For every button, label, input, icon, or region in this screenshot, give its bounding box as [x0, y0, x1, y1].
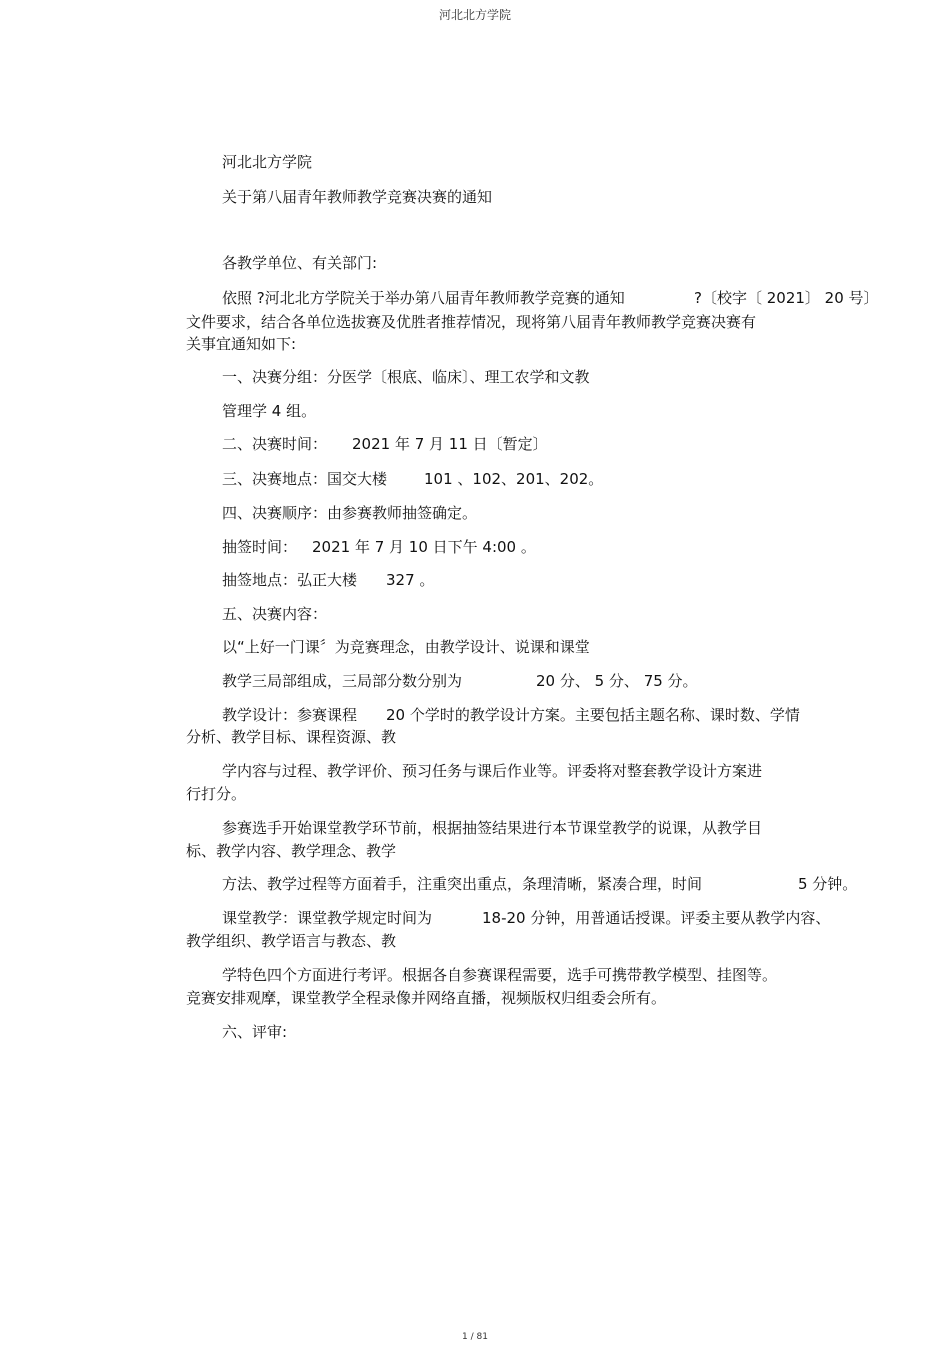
- design-line: 教学设计：参赛课程: [222, 706, 358, 724]
- section-5-line: 以“上好一门课〞为竞赛理念，由教学设计、说课和课堂: [222, 638, 590, 656]
- section-2-label: 二、决赛时间：: [222, 435, 328, 453]
- section-1-line: 管理学 4 组。: [222, 402, 317, 420]
- page-number: 1 / 81: [462, 1332, 488, 1342]
- score-split: 20 分、 5 分、 75 分。: [536, 672, 698, 690]
- section-3-value: 101 、102、201、202。: [424, 470, 604, 488]
- section-6-heading: 六、评审:: [222, 1023, 288, 1041]
- org-name: 河北北方学院: [222, 153, 313, 171]
- intro-line: 依照 ?河北北方学院关于举办第八届青年教师教学竞赛的通知: [222, 289, 625, 307]
- class-line: 课堂教学：课堂教学规定时间为: [222, 909, 433, 927]
- class-line: 教学组织、教学语言与教态、教: [186, 932, 397, 950]
- design-line: 行打分。: [186, 785, 247, 803]
- section-2-value: 2021 年 7 月 11 日〔暂定〕: [352, 435, 548, 453]
- design-line: 分析、教学目标、课程资源、教: [186, 728, 397, 746]
- draw-place-label: 抽签地点：弘正大楼: [222, 571, 358, 589]
- section-1-line: 一、决赛分组：分医学〔根底、临床〕、理工农学和文教: [222, 368, 590, 386]
- section-5-line: 教学三局部组成，三局部分数分别为: [222, 672, 463, 690]
- talk-line: 标、教学内容、教学理念、教学: [186, 842, 397, 860]
- design-line: 20 个学时的教学设计方案。主要包括主题名称、课时数、学情: [386, 706, 800, 724]
- talk-duration: 5 分钟。: [798, 875, 858, 893]
- intro-line: 关事宜通知如下:: [186, 335, 297, 353]
- section-3-label: 三、决赛地点：国交大楼: [222, 470, 388, 488]
- intro-line: 文件要求，结合各单位选拔赛及优胜者推荐情况，现将第八届青年教师教学竞赛决赛有: [186, 313, 757, 331]
- intro-doc-number: ?〔校字〔 2021〕 20 号〕: [694, 289, 879, 307]
- talk-line: 参赛选手开始课堂教学环节前，根据抽签结果进行本节课堂教学的说课，从教学目: [222, 819, 763, 837]
- draw-time-label: 抽签时间：: [222, 538, 298, 556]
- section-4-line: 四、决赛顺序：由参赛教师抽签确定。: [222, 504, 478, 522]
- notice-title: 关于第八届青年教师教学竞赛决赛的通知: [222, 188, 493, 206]
- page-header: 河北北方学院: [438, 8, 511, 22]
- design-line: 学内容与过程、教学评价、预习任务与课后作业等。评委将对整套教学设计方案进: [222, 762, 763, 780]
- draw-time-value: 2021 年 7 月 10 日下午 4:00 。: [312, 538, 536, 556]
- class-line: 竞赛安排观摩，课堂教学全程录像并网络直播，视频版权归组委会所有。: [186, 989, 667, 1007]
- section-5-heading: 五、决赛内容：: [222, 605, 328, 623]
- draw-place-value: 327 。: [386, 571, 435, 589]
- class-line: 学特色四个方面进行考评。根据各自参赛课程需要，选手可携带教学模型、挂图等。: [222, 966, 778, 984]
- salutation: 各教学单位、有关部门:: [222, 254, 378, 272]
- class-line: 18-20 分钟，用普通话授课。评委主要从教学内容、: [482, 909, 831, 927]
- talk-line: 方法、教学过程等方面着手，注重突出重点，条理清晰，紧凑合理，时间: [222, 875, 703, 893]
